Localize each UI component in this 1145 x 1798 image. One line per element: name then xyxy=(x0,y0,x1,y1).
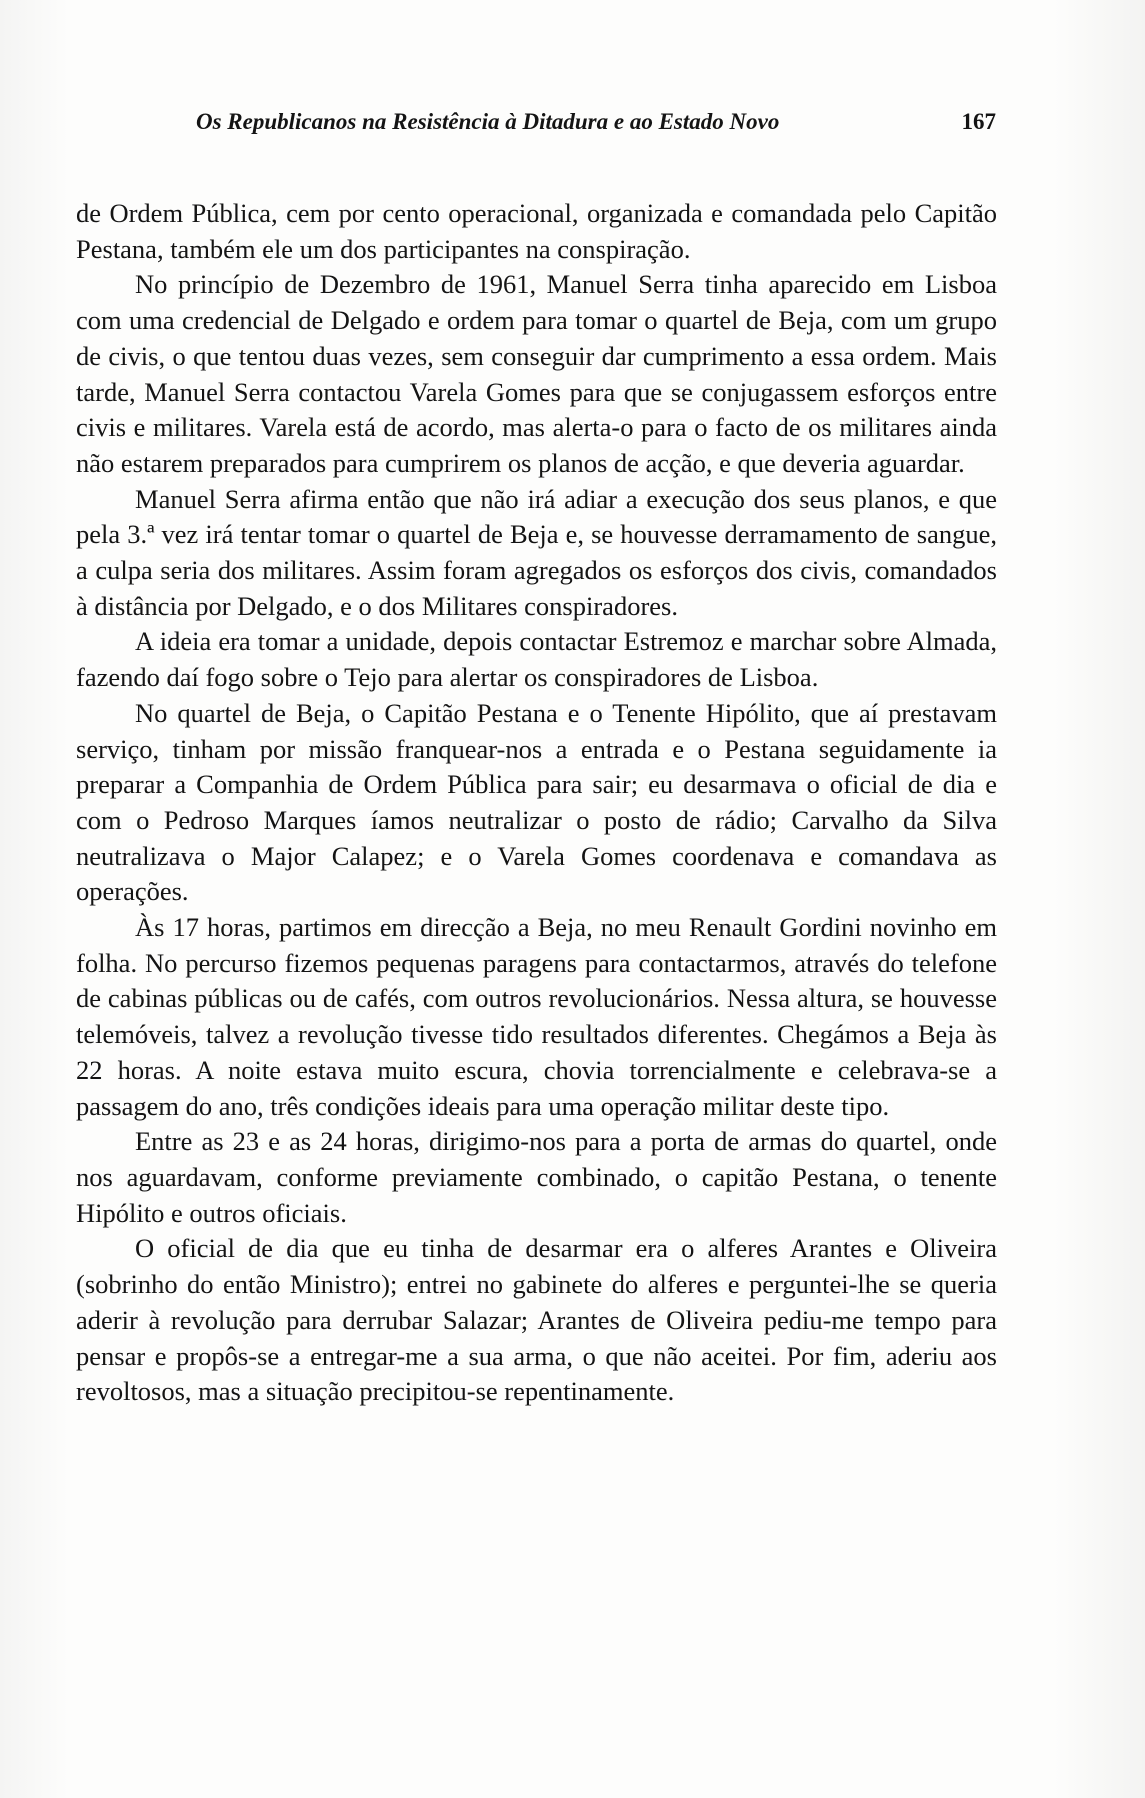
paragraph: Entre as 23 e as 24 horas, dirigimo-nos para a porta de armas do quartel, onde nos aguardavam, conforme previamente combinado, o capitão Pestana, o tenente Hipólito e outros oficiais. xyxy=(76,1126,997,1228)
paragraph: Às 17 horas, partimos em direcção a Beja, no meu Renault Gordini novinho em folha. No percurso fizemos pequenas paragens para contactarmos, através do telefone de cabinas públicas ou de cafés, com outros revolucionários. Nessa altura, se houvesse telemóveis, talvez a revolução tivesse tido resultados diferentes. Chegámos a Beja às 22 horas. A noite estava muito escura, chovia torrencialmente e celebrava-se a passagem do ano, três condições ideais para uma operação militar deste tipo. xyxy=(76,912,997,1121)
paragraph: No princípio de Dezembro de 1961, Manuel Serra tinha aparecido em Lisboa com uma credencial de Delgado e ordem para tomar o quartel de Beja, com um grupo de civis, o que tentou duas vezes, sem conseguir dar cumprimento a essa ordem. Mais tarde, Manuel Serra contactou Varela Gomes para que se conjugassem esforços entre civis e militares. Varela está de acordo, mas alerta-o para o facto de os militares ainda não estarem preparados para cumprirem os planos de acção, e que deveria aguardar. xyxy=(76,269,997,478)
paragraph: No quartel de Beja, o Capitão Pestana e o Tenente Hipólito, que aí prestavam serviço, tinham por missão franquear-nos a entrada e o Pestana seguidamente ia preparar a Companhia de Ordem Pública para sair; eu desarmava o oficial de dia e com o Pedroso Marques íamos neutralizar o posto de rádio; Carvalho da Silva neutralizava o Major Calapez; e o Varela Gomes coordenava e comandava as operações. xyxy=(76,697,997,907)
paragraph-continued: de Ordem Pública, cem por cento operacional, organizada e comandada pelo Capitão Pestana, também ele um dos participantes na conspiração. xyxy=(76,198,997,264)
paragraph: A ideia era tomar a unidade, depois contactar Estremoz e marchar sobre Almada, fazendo daí fogo sobre o Tejo para alertar os conspiradores de Lisboa. xyxy=(76,626,997,693)
running-title: Os Republicanos na Resistência à Ditadura e ao Estado Novo xyxy=(196,109,780,134)
running-header xyxy=(196,102,996,142)
body-text xyxy=(76,196,997,1410)
paragraph: O oficial de dia que eu tinha de desarmar era o alferes Arantes e Oliveira (sobrinho do então Ministro); entrei no gabinete do alferes e perguntei-lhe se queria aderir à revolução para derrubar Salazar; Arantes de Oliveira pediu-me tempo para pensar e propôs-se a entregar-me a sua arma, o que não aceitei. Por fim, aderiu aos revoltosos, mas a situação precipitou-se repentinamente. xyxy=(76,1233,997,1407)
page-number: 167 xyxy=(961,109,996,134)
paragraph: Manuel Serra afirma então que não irá adiar a execução dos seus planos, e que pela 3.ª vez irá tentar tomar o quartel de Beja e, se houvesse derramamento de sangue, a culpa seria dos militares. Assim foram agregados os esforços dos civis, comandados à distância por Delgado, e o dos Militares conspiradores. xyxy=(76,483,997,621)
